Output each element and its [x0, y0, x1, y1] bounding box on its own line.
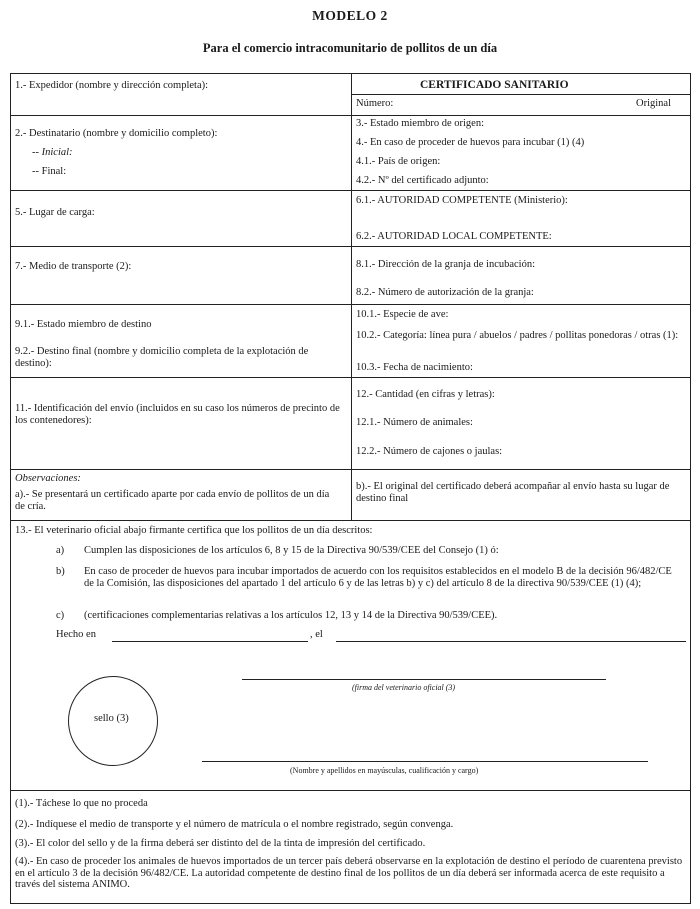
hecho-en-label: Hecho en: [56, 629, 96, 640]
document-title: MODELO 2: [312, 8, 388, 23]
left-row-divider: [10, 115, 351, 116]
cert-13-b-text: En caso de proceder de huevos para incubar importados de acuerdo con los requisitos establecidos en el modelo B de la decisión 96/482/CE de la Comisión, las disposiciones del apartado 1 del artículo 6 y de las letras b) y c) del artículo 8 de la directiva 90/539/CEE (1) (4);: [84, 566, 672, 589]
field-9-2-destino-final-label: 9.2.- Destino final (nombre y domicilio completa de la explotación de destino):: [15, 346, 309, 369]
left-row-divider: [10, 246, 351, 247]
right-row-divider: [351, 246, 691, 247]
field-3-estado-origen-label: 3.- Estado miembro de origen:: [356, 118, 485, 129]
numero-label: Número:: [356, 98, 394, 109]
field-12-1-numero-animales-label: 12.1.- Número de animales:: [356, 417, 473, 428]
field-2-final-label: -- Final:: [32, 166, 67, 177]
nombre-line: [202, 761, 648, 762]
cert-13-c-letter: c): [56, 610, 65, 621]
hecho-en-blank: [112, 641, 308, 642]
cert-13-a-text: Cumplen las disposiciones de los artículos 6, 8 y 15 de la Directiva 90/539/CEE del Consejo (1) ó:: [84, 545, 499, 556]
firma-line: [242, 679, 606, 680]
firma-caption: (firma del veterinario oficial (3): [352, 683, 456, 692]
field-4-huevos-label: 4.- En caso de proceder de huevos para incubar (1) (4): [356, 137, 585, 148]
right-row-divider: [351, 190, 691, 191]
column-divider: [351, 73, 352, 520]
field-5-lugar-carga-label: 5.- Lugar de carga:: [15, 207, 95, 218]
observacion-a: a).- Se presentará un certificado aparte por cada envío de pollitos de un día de cría.: [15, 489, 330, 512]
note-3: (3).- El color del sello y de la firma deberá ser distinto del de la tinta de impresión del certificado.: [15, 838, 426, 849]
fecha-el-label: , el: [310, 629, 323, 640]
field-8-1-direccion-granja-label: 8.1.- Dirección de la granja de incubación:: [356, 259, 536, 270]
field-2-inicial-label: -- Inicial:: [32, 147, 73, 158]
field-2-destinatario-label: 2.- Destinatario (nombre y domicilio completo):: [15, 128, 218, 139]
field-6-1-autoridad-competente-label: 6.1.- AUTORIDAD COMPETENTE (Ministerio):: [356, 195, 568, 206]
cert-13-a-letter: a): [56, 545, 65, 556]
section-divider: [10, 520, 691, 521]
field-7-medio-transporte-label: 7.- Medio de transporte (2):: [15, 261, 132, 272]
field-9-1-estado-destino-label: 9.1.- Estado miembro de destino: [15, 319, 152, 330]
note-1: (1).- Táchese lo que no proceda: [15, 798, 148, 809]
right-row-divider: [351, 94, 691, 95]
field-10-3-fecha-nacimiento-label: 10.3.- Fecha de nacimiento:: [356, 362, 473, 373]
field-4-2-certificado-adjunto-label: 4.2.- Nº del certificado adjunto:: [356, 175, 489, 186]
sello-label: sello (3): [94, 713, 129, 724]
right-row-divider: [351, 304, 691, 305]
cert-13-b-letter: b): [56, 566, 65, 577]
field-4-1-pais-origen-label: 4.1.- País de origen:: [356, 156, 441, 167]
certificate-title: CERTIFICADO SANITARIO: [420, 79, 569, 91]
field-11-identificacion-label: 11.- Identificación del envío (incluidos en su caso los números de precinto de los contenedores):: [15, 403, 340, 426]
left-row-divider: [10, 469, 351, 470]
field-12-2-numero-cajones-label: 12.2.- Número de cajones o jaulas:: [356, 446, 503, 457]
cert-13-c-text: (certificaciones complementarias relativas a los artículos 12, 13 y 14 de la Directiva 90/539/CEE).: [84, 610, 498, 621]
field-6-2-autoridad-local-label: 6.2.- AUTORIDAD LOCAL COMPETENTE:: [356, 231, 552, 242]
note-4: (4).- En caso de proceder los animales de huevos importados de un tercer país deberá observarse en la explotación de destino el período de cuarentena previsto en el artículo 3 de la decisión 96/482/CE. La autoridad competente de destino final de los pollitos de un día deberá ser informada acerca de este requisito a través del sistema ANIMO.: [15, 856, 683, 890]
field-1-expedidor-label: 1.- Expedidor (nombre y dirección completa):: [15, 80, 209, 91]
fecha-blank: [336, 641, 686, 642]
section-divider: [10, 790, 691, 791]
observaciones-title: Observaciones:: [15, 473, 81, 484]
right-row-divider: [351, 469, 691, 470]
field-12-cantidad-label: 12.- Cantidad (en cifras y letras):: [356, 389, 495, 400]
left-row-divider: [10, 190, 351, 191]
document-subtitle: Para el comercio intracomunitario de pollitos de un día: [202, 41, 498, 55]
original-label: Original: [636, 98, 671, 109]
left-row-divider: [10, 377, 351, 378]
field-8-2-numero-autorizacion-label: 8.2.- Número de autorización de la granja:: [356, 287, 534, 298]
left-row-divider: [10, 304, 351, 305]
field-10-2-categoria-label: 10.2.- Categoría: línea pura / abuelos / padres / pollitas ponedoras / otras (1):: [356, 330, 679, 341]
observacion-b: b).- El original del certificado deberá acompañar al envío hasta su lugar de destino final: [356, 481, 670, 504]
field-10-1-especie-label: 10.1.- Especie de ave:: [356, 309, 449, 320]
note-2: (2).- Indíquese el medio de transporte y el número de matrícula o el nombre registrado, según convenga.: [15, 819, 454, 830]
nombre-caption: (Nombre y apellidos en mayúsculas, cualificación y cargo): [290, 766, 479, 775]
cert-13-intro: 13.- El veterinario oficial abajo firmante certifica que los pollitos de un día descritos:: [15, 525, 373, 536]
right-row-divider: [351, 115, 691, 116]
right-row-divider: [351, 377, 691, 378]
